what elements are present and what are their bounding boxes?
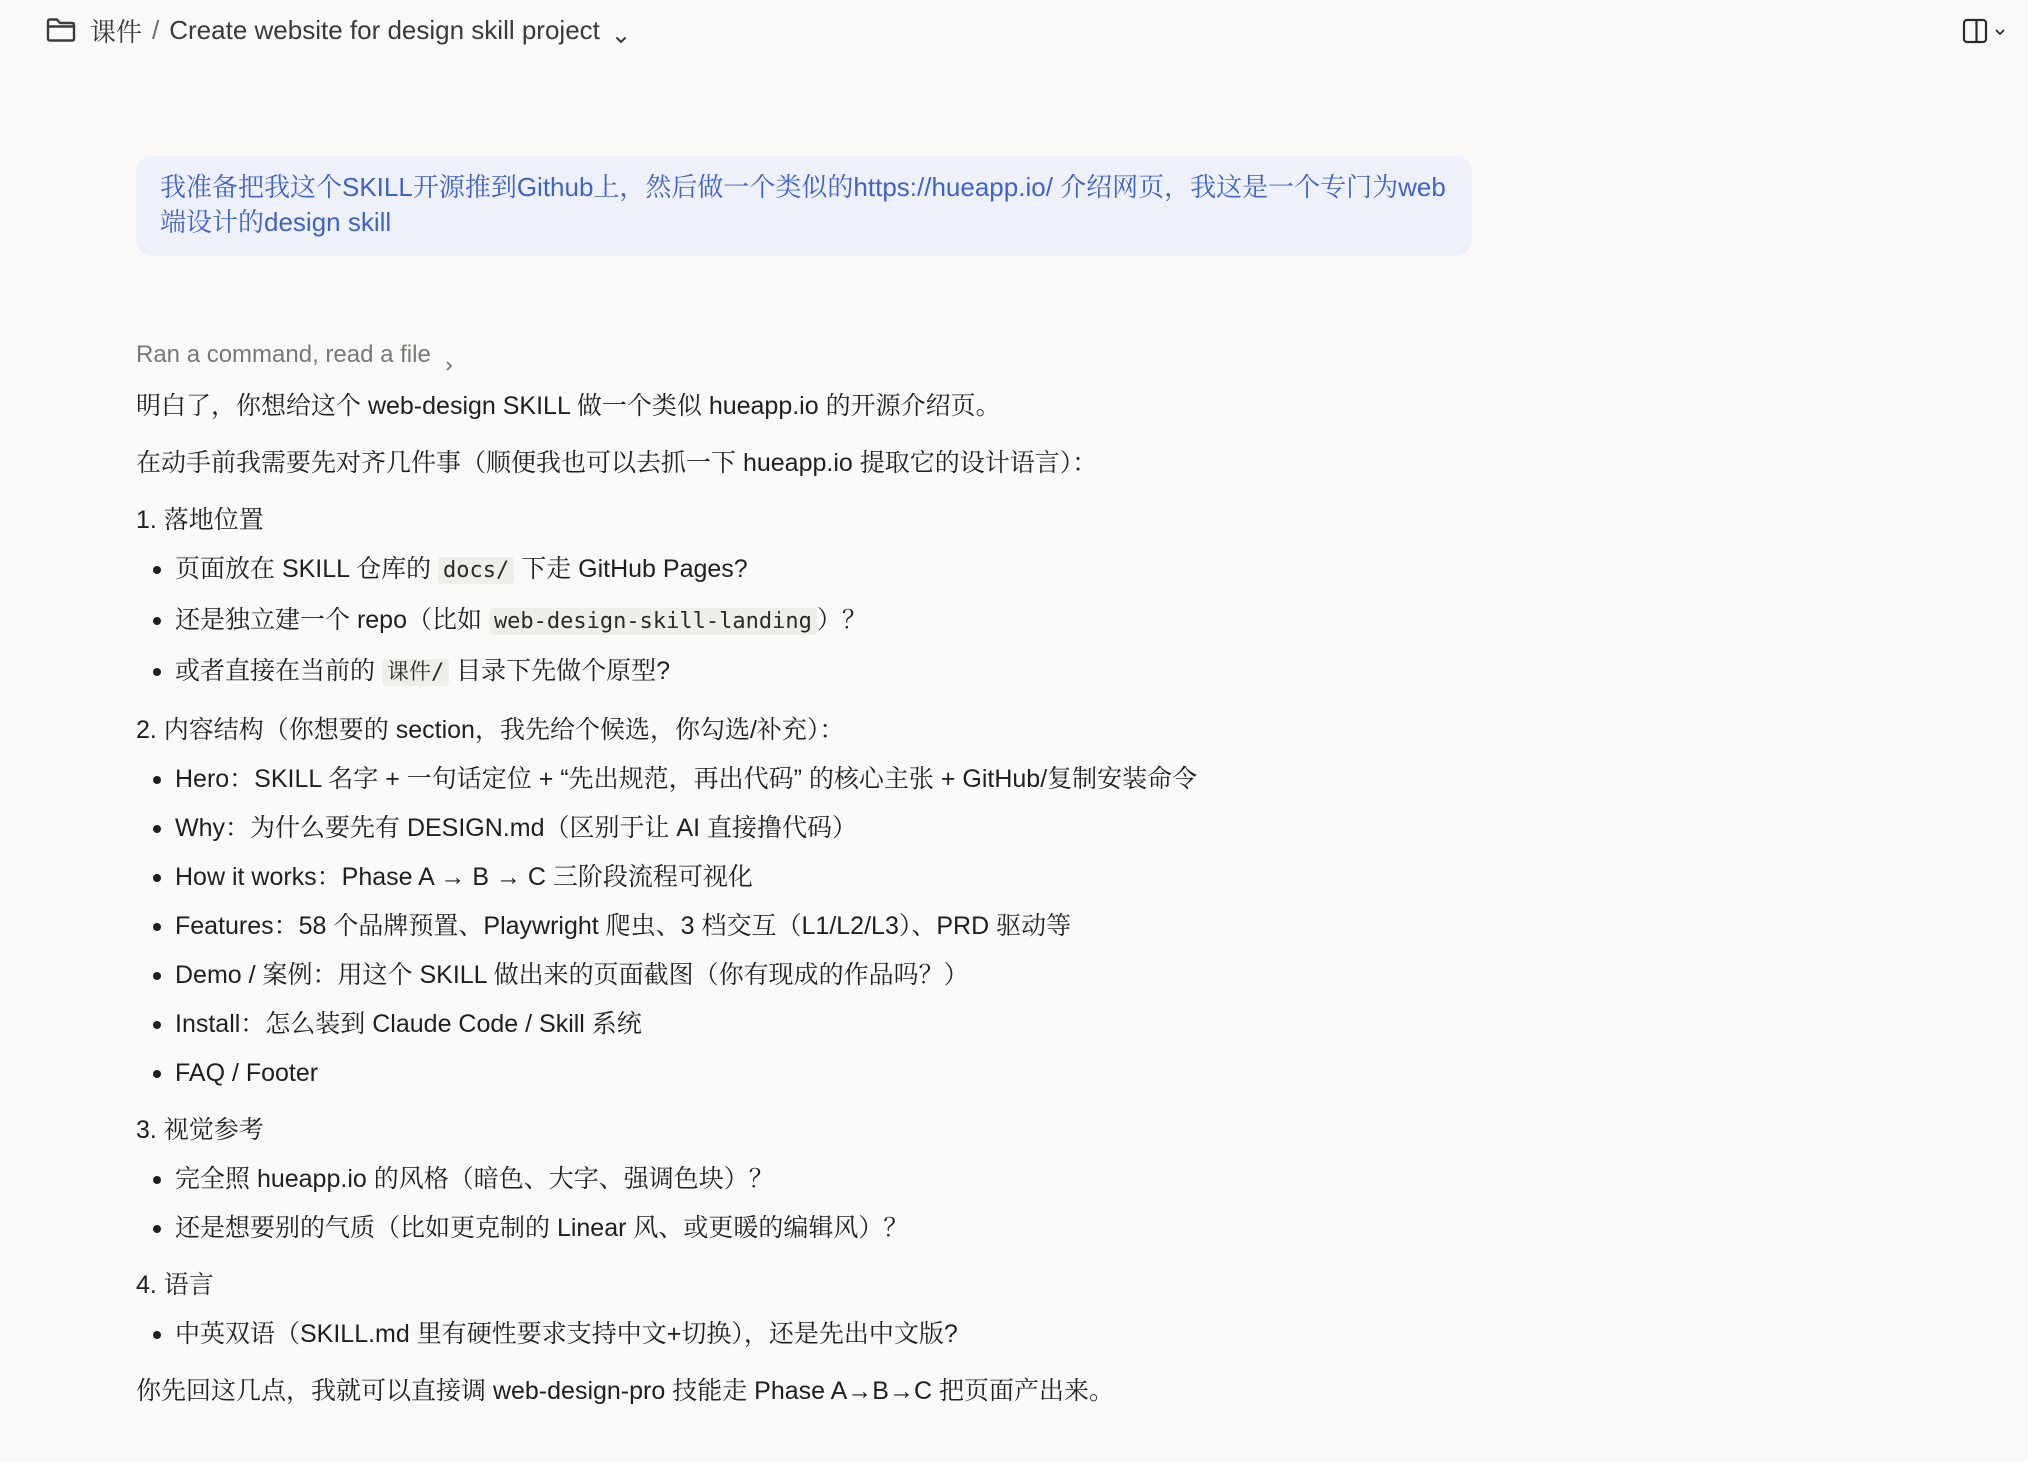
list-item — [136, 655, 1736, 689]
list-item-text: 下走 GitHub Pages? — [514, 555, 748, 583]
list-item-text: 中英双语（SKILL.md 里有硬性要求支持中文+切换），还是先出中文版? — [175, 1320, 958, 1348]
bullet-list — [136, 763, 1736, 1089]
list-item-text: ）？ — [816, 606, 867, 634]
list-item-text: 页面放在 SKILL 仓库的 — [175, 555, 439, 583]
section-heading: 4. 语言 — [136, 1271, 214, 1299]
preface-paragraph: 在动手前我需要先对齐几件事（顺便我也可以去抓一下 hueapp.io 提取它的设计语言）： — [136, 449, 1098, 477]
list-item — [136, 910, 1736, 942]
list-item-text: How it works：Phase A → B → C 三阶段流程可视化 — [175, 863, 753, 891]
list-item — [136, 1163, 1736, 1195]
question-sections — [136, 504, 1736, 1350]
section-heading: 2. 内容结构（你想要的 section，我先给个候选，你勾选/补充）： — [136, 716, 845, 744]
chevron-down-icon — [1994, 25, 2006, 37]
project-name[interactable]: 课件 — [90, 16, 143, 47]
inline-code: web-design-skill-landing — [489, 608, 817, 635]
user-message: 我准备把我这个SKILL开源推到Github上，然后做一个类似的https://hueapp.io/ 介绍网页，我这是一个专门为web端设计的design skill — [136, 156, 1472, 256]
list-item — [136, 959, 1736, 991]
bullet-list — [136, 1163, 1736, 1244]
inline-code: docs/ — [438, 557, 514, 584]
list-item-text: Why：为什么要先有 DESIGN.md（区别于让 AI 直接撸代码） — [175, 814, 857, 842]
list-item — [136, 812, 1736, 844]
breadcrumb-separator: / — [152, 14, 160, 45]
section-heading: 1. 落地位置 — [136, 506, 264, 534]
section-heading: 3. 视觉参考 — [136, 1116, 264, 1144]
list-item-text: Hero：SKILL 名字 + 一句话定位 + “先出规范，再出代码” 的核心主张 + GitHub/复制安装命令 — [175, 765, 1198, 793]
list-item-text: Install：怎么装到 Claude Code / Skill 系统 — [175, 1010, 642, 1038]
list-item-text: 目录下先做个原型? — [449, 657, 671, 685]
bullet-list — [136, 1318, 1736, 1350]
list-item-text: Demo / 案例：用这个 SKILL 做出来的页面截图（你有现成的作品吗？） — [175, 961, 969, 989]
chevron-right-icon — [443, 349, 455, 361]
list-item-text: 或者直接在当前的 — [175, 657, 382, 685]
list-item — [136, 553, 1736, 587]
intro-paragraph: 明白了，你想给这个 web-design SKILL 做一个类似 hueapp.io 的开源介绍页。 — [136, 392, 1001, 420]
assistant-message — [136, 334, 1736, 1432]
breadcrumb[interactable] — [46, 12, 628, 48]
chevron-down-icon[interactable] — [614, 23, 628, 37]
closing-paragraph: 你先回这几点，我就可以直接调 web-design-pro 技能走 Phase A→B→C 把页面产出来。 — [136, 1377, 1114, 1405]
sidebar-panel-icon — [1962, 18, 1988, 44]
list-item — [136, 1212, 1736, 1244]
panel-toggle-button[interactable] — [1962, 16, 2006, 46]
list-item — [136, 1008, 1736, 1040]
tool-summary-label: Ran a command, read a file — [136, 341, 431, 368]
list-item-text: FAQ / Footer — [175, 1059, 319, 1087]
inline-code: 课件/ — [382, 659, 449, 686]
list-item — [136, 1057, 1736, 1089]
folder-icon — [46, 17, 76, 43]
list-item — [136, 1318, 1736, 1350]
list-item — [136, 604, 1736, 638]
tool-summary-toggle[interactable] — [136, 334, 1736, 376]
top-bar — [0, 0, 2028, 62]
list-item-text: Features：58 个品牌预置、Playwright 爬虫、3 档交互（L1/L2/L3）、PRD 驱动等 — [175, 912, 1072, 940]
bullet-list — [136, 553, 1736, 689]
list-item — [136, 861, 1736, 893]
list-item-text: 还是独立建一个 repo（比如 — [175, 606, 489, 634]
list-item — [136, 763, 1736, 795]
conversation-title[interactable]: Create website for design skill project — [169, 14, 600, 45]
list-item-text: 还是想要别的气质（比如更克制的 Linear 风、或更暖的编辑风）？ — [175, 1214, 909, 1242]
list-item-text: 完全照 hueapp.io 的风格（暗色、大字、强调色块）？ — [175, 1165, 774, 1193]
